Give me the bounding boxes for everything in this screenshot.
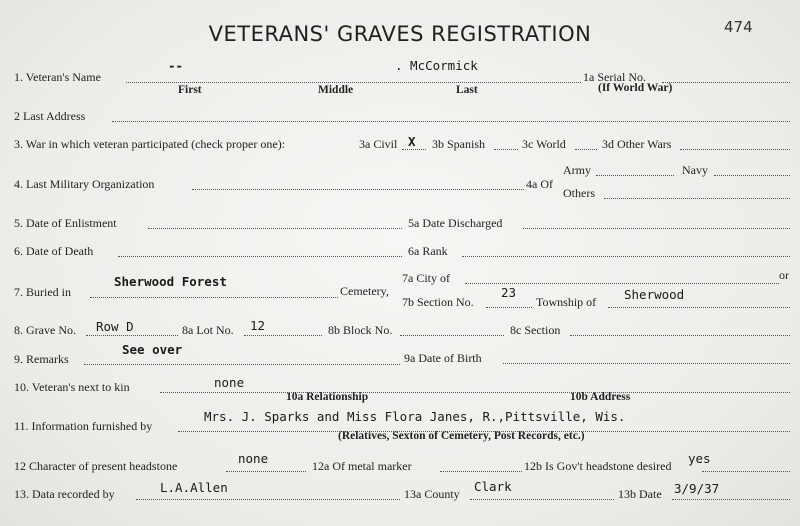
section-no-value: 23 [501, 285, 517, 300]
lot-no-label: 8a Lot No. [182, 323, 234, 337]
others-label: Others [563, 186, 595, 200]
other-wars-line [680, 149, 790, 150]
city-label: 7a City of [402, 271, 450, 285]
grave-no-line [86, 335, 178, 336]
remarks-label: 9. Remarks [14, 352, 69, 366]
last-address-label: 2 Last Address [14, 109, 86, 123]
section-label: 8c Section [510, 323, 561, 337]
date-line [672, 499, 790, 500]
headstone-line [226, 471, 306, 472]
others-line [604, 198, 790, 199]
township-label: Township of [536, 295, 597, 309]
buried-in-value: Sherwood Forest [114, 274, 227, 289]
township-line [608, 307, 790, 308]
section-no-label: 7b Section No. [402, 295, 474, 309]
world-line [575, 149, 597, 150]
serial-note: (If World War) [598, 82, 673, 94]
first-name-value: -- [168, 58, 184, 73]
gov-headstone-label: 12b Is Gov't headstone desired [524, 459, 672, 473]
address-caption: 10b Address [570, 391, 631, 403]
navy-line [714, 175, 790, 176]
discharged-label: 5a Date Discharged [408, 216, 503, 230]
gov-headstone-line [702, 471, 790, 472]
county-line [470, 499, 614, 500]
remarks-line [84, 364, 400, 365]
serial-line [662, 82, 790, 83]
informant-value: Mrs. J. Sparks and Miss Flora Janes, R.,Pittsville, Wis. [204, 409, 626, 424]
section-line [570, 335, 790, 336]
county-value: Clark [474, 479, 512, 494]
military-org-line [192, 189, 524, 190]
spanish-line [494, 149, 518, 150]
informant-note: (Relatives, Sexton of Cemetery, Post Records, etc.) [338, 430, 585, 442]
middle-caption: Middle [318, 84, 354, 96]
spanish-war-option: 3b Spanish [432, 137, 486, 151]
birth-date-label: 9a Date of Birth [404, 351, 482, 365]
form-title: VETERANS' GRAVES REGISTRATION [208, 22, 592, 46]
metal-marker-line [440, 471, 522, 472]
cemetery-label: Cemetery, [340, 284, 389, 298]
metal-marker-label: 12a Of metal marker [312, 459, 412, 473]
headstone-label: 12 Character of present headstone [14, 459, 178, 473]
city-line [465, 283, 779, 284]
county-label: 13a County [404, 487, 460, 501]
next-of-kin-value: none [214, 375, 245, 390]
block-no-line [400, 335, 504, 336]
document-number: 474 [724, 18, 753, 36]
recorder-line [136, 499, 400, 500]
last-caption: Last [456, 84, 478, 96]
relationship-caption: 10a Relationship [286, 391, 369, 403]
army-line [596, 175, 674, 176]
date-value: 3/9/37 [674, 481, 720, 496]
informant-label: 11. Information furnished by [14, 419, 153, 433]
recorder-value: L.A.Allen [160, 480, 228, 495]
birth-date-line [503, 363, 790, 364]
veteran-name-label: 1. Veteran's Name [14, 70, 101, 84]
death-date-label: 6. Date of Death [14, 244, 94, 258]
rank-label: 6a Rank [408, 244, 448, 258]
date-label: 13b Date [618, 487, 662, 501]
township-value: Sherwood [624, 287, 685, 302]
lot-no-value: 12 [250, 318, 266, 333]
civil-line [402, 149, 426, 150]
last-name-value: . McCormick [395, 58, 478, 73]
grave-no-value: Row D [96, 319, 134, 334]
veteran-name-line [126, 82, 581, 83]
army-label: Army [563, 163, 591, 177]
navy-label: Navy [682, 163, 708, 177]
next-of-kin-label: 10. Veteran's next to kin [14, 380, 130, 394]
serial-label: 1a Serial No. [583, 70, 646, 84]
civil-war-option: 3a Civil [359, 137, 398, 151]
first-caption: First [178, 84, 202, 96]
section-no-line [486, 307, 532, 308]
block-no-label: 8b Block No. [328, 323, 393, 337]
headstone-value: none [238, 451, 269, 466]
discharged-line [523, 228, 790, 229]
recorder-label: 13. Data recorded by [14, 487, 115, 501]
war-label: 3. War in which veteran participated (check proper one): [14, 137, 286, 151]
org-of-label: 4a Of [526, 177, 553, 191]
military-org-label: 4. Last Military Organization [14, 177, 155, 191]
remarks-value: See over [122, 342, 183, 357]
last-address-line [112, 121, 790, 122]
death-date-line [118, 256, 402, 257]
grave-no-label: 8. Grave No. [14, 323, 76, 337]
next-of-kin-line [160, 392, 790, 393]
buried-in-line [90, 297, 338, 298]
lot-no-line [244, 335, 322, 336]
enlistment-label: 5. Date of Enlistment [14, 216, 117, 230]
gov-headstone-value: yes [688, 451, 711, 466]
enlistment-line [148, 228, 402, 229]
civil-war-mark: X [408, 134, 416, 149]
rank-line [462, 256, 790, 257]
other-wars-option: 3d Other Wars [602, 137, 672, 151]
buried-in-label: 7. Buried in [14, 285, 71, 299]
or-label: or [779, 268, 789, 282]
world-war-option: 3c World [522, 137, 566, 151]
